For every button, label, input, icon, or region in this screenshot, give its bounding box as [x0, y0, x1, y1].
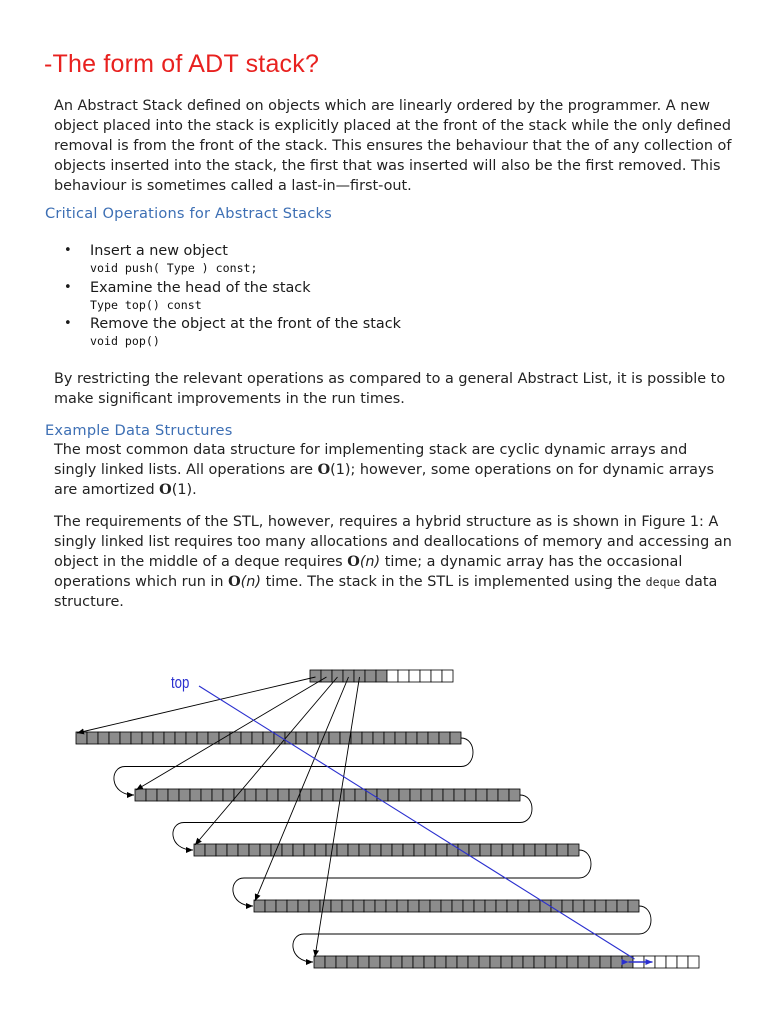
deque-block-2-cell [509, 789, 520, 801]
deque-block-3-cell [414, 844, 425, 856]
deque-block-1-cell [241, 732, 252, 744]
deque-block-5-cell [413, 956, 424, 968]
block-pointer-arrow [195, 677, 338, 845]
deque-block-5-cell [501, 956, 512, 968]
deque-block-4-cell [386, 900, 397, 912]
deque-block-3-cell [227, 844, 238, 856]
deque-block-3-cell [513, 844, 524, 856]
deque-block-5-cell [567, 956, 578, 968]
index-array-cell [310, 670, 321, 682]
deque-block-5-cell [468, 956, 479, 968]
deque-block-3-cell [359, 844, 370, 856]
deque-block-5-cell [556, 956, 567, 968]
deque-block-5-cell [490, 956, 501, 968]
deque-block-3-cell [447, 844, 458, 856]
deque-block-1-cell [351, 732, 362, 744]
example-structures-heading: Example Data Structures [45, 422, 233, 439]
deque-block-2-cell [256, 789, 267, 801]
deque-block-5-cell [534, 956, 545, 968]
deque-block-2-cell [245, 789, 256, 801]
index-array-cell [354, 670, 365, 682]
deque-block-4-cell [375, 900, 386, 912]
deque-block-5-cell [545, 956, 556, 968]
deque-block-1-cell [109, 732, 120, 744]
deque-block-1-cell [395, 732, 406, 744]
deque-block-3-cell [293, 844, 304, 856]
page-title: -The form of ADT stack? [44, 50, 320, 78]
deque-block-2-cell [465, 789, 476, 801]
deque-block-1-cell [307, 732, 318, 744]
deque-block-1-cell [120, 732, 131, 744]
deque-block-1-cell [153, 732, 164, 744]
deque-block-5-cell [512, 956, 523, 968]
deque-block-2-cell [179, 789, 190, 801]
deque-block-1-cell [175, 732, 186, 744]
deque-block-4-cell [320, 900, 331, 912]
deque-block-5-cell [600, 956, 611, 968]
deque-block-5-cell [369, 956, 380, 968]
deque-block-1-cell [230, 732, 241, 744]
deque-block-5-cell [347, 956, 358, 968]
deque-block-3-cell [194, 844, 205, 856]
deque-block-4-cell [562, 900, 573, 912]
critical-operations-heading: Critical Operations for Abstract Stacks [45, 205, 332, 222]
deque-block-5-cell [479, 956, 490, 968]
deque-block-1-cell [98, 732, 109, 744]
deque-block-3-cell [238, 844, 249, 856]
deque-block-4-cell [606, 900, 617, 912]
deque-block-1-cell [263, 732, 274, 744]
deque-block-1-cell [142, 732, 153, 744]
deque-block-4-cell [518, 900, 529, 912]
deque-block-4-cell [617, 900, 628, 912]
restriction-paragraph: By restricting the relevant operations as compared to a general Abstract List, it is possible to make significant improvements in the run times. [54, 371, 726, 407]
deque-block-5-cell [688, 956, 699, 968]
index-array-cell [442, 670, 453, 682]
deque-block-2-cell [344, 789, 355, 801]
deque-block-4-cell [474, 900, 485, 912]
deque-block-5-cell [435, 956, 446, 968]
deque-block-1-cell [428, 732, 439, 744]
bullet-icon: • [64, 279, 72, 295]
bullet-icon: • [64, 316, 72, 331]
deque-block-4-cell [331, 900, 342, 912]
deque-block-2-cell [146, 789, 157, 801]
deque-block-5-cell [457, 956, 468, 968]
deque-block-2-cell [399, 789, 410, 801]
operation-signature: void pop() [90, 334, 160, 348]
deque-block-5-cell [402, 956, 413, 968]
deque-block-2-cell [201, 789, 212, 801]
deque-block-2-cell [267, 789, 278, 801]
deque-block-1-cell [384, 732, 395, 744]
deque-block-2-cell [322, 789, 333, 801]
deque-block-4-cell [430, 900, 441, 912]
deque-block-3-cell [392, 844, 403, 856]
deque-block-4-cell [265, 900, 276, 912]
deque-block-2-cell [487, 789, 498, 801]
deque-block-2-cell [190, 789, 201, 801]
deque-block-3-cell [381, 844, 392, 856]
deque-block-5-cell [446, 956, 457, 968]
index-array-cell [409, 670, 420, 682]
deque-block-4-cell [485, 900, 496, 912]
deque-block-2-cell [476, 789, 487, 801]
deque-block-3-cell [480, 844, 491, 856]
deque-block-3-cell [216, 844, 227, 856]
block-link-connector [173, 795, 532, 850]
deque-block-4-cell [419, 900, 430, 912]
deque-block-5-cell [336, 956, 347, 968]
deque-block-4-cell [463, 900, 474, 912]
index-array-cell [431, 670, 442, 682]
deque-block-4-cell [584, 900, 595, 912]
index-array-cell [376, 670, 387, 682]
deque-block-4-cell [287, 900, 298, 912]
deque-block-3-cell [469, 844, 480, 856]
deque-block-1-cell [362, 732, 373, 744]
deque-block-5-cell [677, 956, 688, 968]
deque-block-5-cell [611, 956, 622, 968]
deque-block-3-cell [249, 844, 260, 856]
deque-block-4-cell [309, 900, 320, 912]
deque-block-1-cell [329, 732, 340, 744]
deque-block-2-cell [421, 789, 432, 801]
deque-block-5-cell [380, 956, 391, 968]
deque-block-4-cell [507, 900, 518, 912]
deque-block-3-cell [546, 844, 557, 856]
deque-block-2-cell [157, 789, 168, 801]
block-link-connector [293, 906, 651, 962]
block-link-connector [114, 738, 473, 795]
deque-block-3-cell [304, 844, 315, 856]
deque-block-5-cell [325, 956, 336, 968]
deque-block-2-cell [300, 789, 311, 801]
deque-block-4-cell [397, 900, 408, 912]
deque-block-2-cell [443, 789, 454, 801]
deque-block-2-cell [135, 789, 146, 801]
deque-block-1-cell [197, 732, 208, 744]
deque-block-4-cell [353, 900, 364, 912]
deque-block-2-cell [234, 789, 245, 801]
deque-block-1-cell [406, 732, 417, 744]
deque-block-4-cell [529, 900, 540, 912]
deque-block-3-cell [337, 844, 348, 856]
deque-block-1-cell [417, 732, 428, 744]
index-array-cell [420, 670, 431, 682]
deque-block-4-cell [628, 900, 639, 912]
deque-block-2-cell [168, 789, 179, 801]
deque-block-4-cell [298, 900, 309, 912]
deque-block-1-cell [131, 732, 142, 744]
index-array-cell [343, 670, 354, 682]
deque-block-3-cell [315, 844, 326, 856]
deque-block-3-cell [205, 844, 216, 856]
deque-block-5-cell [358, 956, 369, 968]
deque-block-5-cell [391, 956, 402, 968]
deque-block-4-cell [364, 900, 375, 912]
deque-block-5-cell [589, 956, 600, 968]
deque-block-4-cell [452, 900, 463, 912]
deque-block-3-cell [425, 844, 436, 856]
deque-block-3-cell [260, 844, 271, 856]
deque-block-1-cell [164, 732, 175, 744]
deque-block-2-cell [333, 789, 344, 801]
operation-description: Insert a new object [90, 243, 228, 259]
index-array-cell [321, 670, 332, 682]
deque-block-2-cell [366, 789, 377, 801]
deque-block-3-cell [436, 844, 447, 856]
deque-block-2-cell [432, 789, 443, 801]
deque-block-4-cell [254, 900, 265, 912]
deque-block-3-cell [348, 844, 359, 856]
deque-block-1-cell [296, 732, 307, 744]
index-array-cell [332, 670, 343, 682]
block-pointer-arrow [315, 677, 360, 957]
deque-block-2-cell [212, 789, 223, 801]
deque-block-1-cell [439, 732, 450, 744]
index-array-cell [365, 670, 376, 682]
deque-block-4-cell [573, 900, 584, 912]
deque-block-1-cell [373, 732, 384, 744]
deque-block-2-cell [223, 789, 234, 801]
deque-block-3-cell [557, 844, 568, 856]
deque-block-5-cell [578, 956, 589, 968]
deque-block-2-cell [278, 789, 289, 801]
deque-block-4-cell [496, 900, 507, 912]
operation-description: Examine the head of the stack [90, 279, 311, 296]
intro-paragraph: An Abstract Stack defined on objects which are linearly ordered by the programmer. A new object placed into the stack is explicitly placed at the front of the stack while the only defined removal is from the front of the stack. This ensures the behaviour that the of any collection of objects inserted into the stack, the first that was inserted will also be the first removed. This behaviour is sometimes called a last-in—first-out. [54, 98, 732, 194]
deque-block-4-cell [408, 900, 419, 912]
deque-block-4-cell [595, 900, 606, 912]
deque-block-1-cell [252, 732, 263, 744]
structures-paragraph: The most common data structure for implementing stack are cyclic dynamic arrays and singly linked lists. All operations are O(1); however, some operations on for dynamic arrays are amortized O(1). [54, 442, 714, 498]
deque-block-2-cell [355, 789, 366, 801]
bullet-icon: • [64, 243, 72, 258]
deque-block-4-cell [276, 900, 287, 912]
deque-block-4-cell [441, 900, 452, 912]
deque-block-2-cell [454, 789, 465, 801]
deque-block-2-cell [311, 789, 322, 801]
deque-block-2-cell [410, 789, 421, 801]
deque-block-5-cell [666, 956, 677, 968]
deque-block-3-cell [524, 844, 535, 856]
top-pointer-label: top [171, 673, 190, 693]
deque-block-3-cell [568, 844, 579, 856]
operation-signature: Type top() const [90, 297, 202, 312]
deque-block-3-cell [403, 844, 414, 856]
deque-block-5-cell [655, 956, 666, 968]
deque-block-3-cell [370, 844, 381, 856]
deque-block-1-cell [285, 732, 296, 744]
deque-block-5-cell [314, 956, 325, 968]
deque-block-3-cell [502, 844, 513, 856]
operation-signature: void push( Type ) const; [90, 261, 258, 275]
index-array-cell [398, 670, 409, 682]
deque-block-3-cell [535, 844, 546, 856]
deque-block-2-cell [289, 789, 300, 801]
deque-block-1-cell [186, 732, 197, 744]
deque-block-2-cell [388, 789, 399, 801]
deque-block-5-cell [424, 956, 435, 968]
deque-block-1-cell [450, 732, 461, 744]
deque-block-3-cell [491, 844, 502, 856]
deque-block-4-cell [342, 900, 353, 912]
deque-block-1-cell [87, 732, 98, 744]
operation-description: Remove the object at the front of the stack [90, 316, 401, 332]
deque-block-2-cell [498, 789, 509, 801]
stl-paragraph: The requirements of the STL, however, requires a hybrid structure as is shown in Figure 1: A singly linked list requires too many allocations and deallocations of memory and accessing an object in the middle of a deque requires O(n) time; a dynamic array has the occasional operations which run in O(n) time. The stack in the STL is implemented using the deque data structure. [54, 514, 732, 610]
deque-block-5-cell [523, 956, 534, 968]
deque-block-3-cell [282, 844, 293, 856]
deque-block-1-cell [76, 732, 87, 744]
index-array-cell [387, 670, 398, 682]
